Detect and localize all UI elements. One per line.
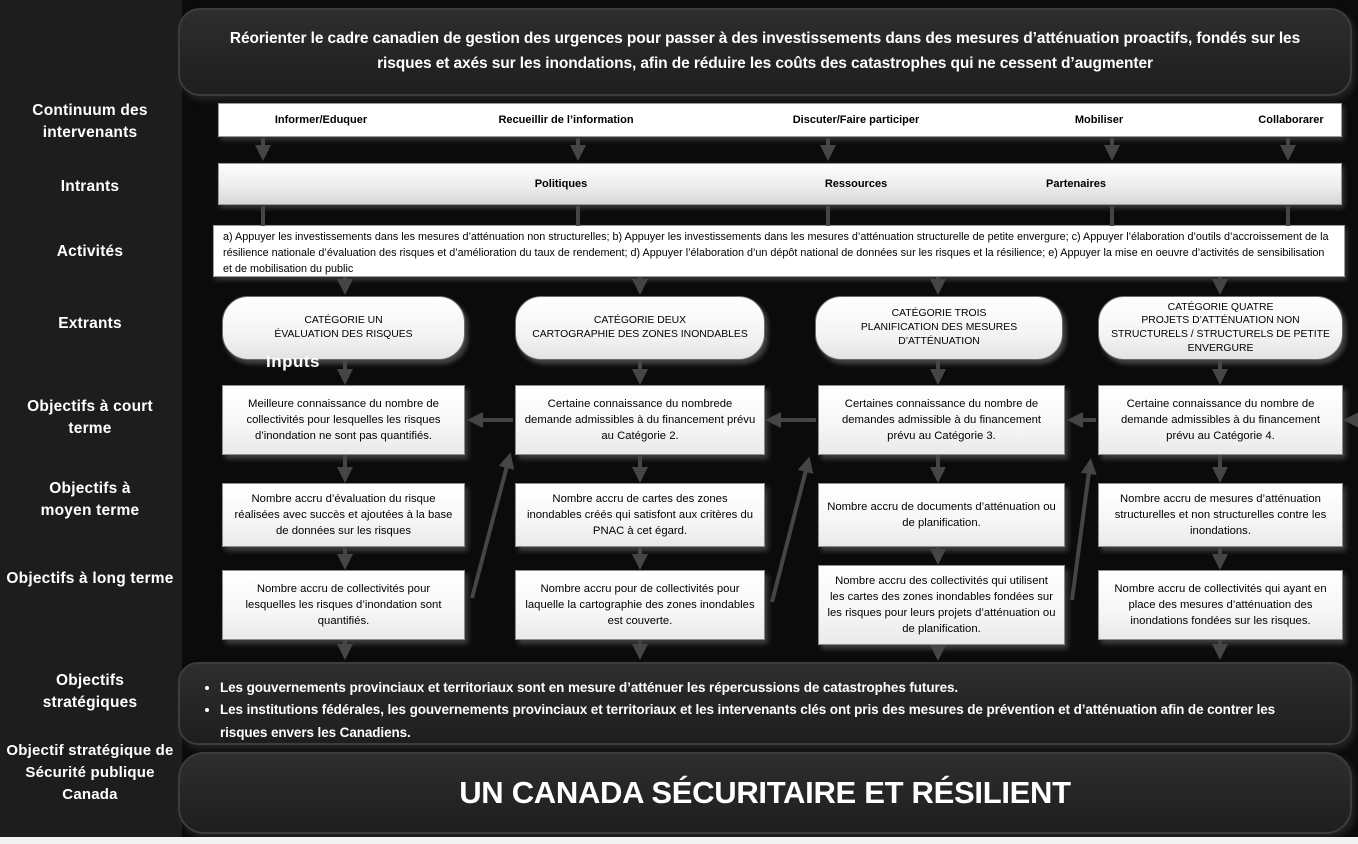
row-label-rail — [0, 0, 182, 838]
category-1-subtitle: ÉVALUATION DES RISQUES — [274, 329, 413, 340]
short-term-objective-1: Meilleure connaissance du nombre de collectivités pour lesquelles les risques d’inondation ne sont pas quantifiés. — [222, 385, 465, 455]
long-term-objective-2: Nombre accru pour de collectivités pour laquelle la cartographie des zones inondables est couverte. — [515, 570, 765, 640]
final-outcome-banner — [178, 752, 1352, 834]
rail-label-activites: Activités — [56, 243, 124, 260]
rail-label-extrants: Extrants — [58, 315, 122, 332]
arrow-diagonal-icon — [1072, 472, 1089, 600]
category-4-subtitle: PROJETS D’ATTÉNUATION NON STRUCTURELS / STRUCTURELS DE PETITE ENVERGURE — [1111, 315, 1330, 354]
rail-label-long-terme: Objectifs à long terme — [6, 570, 174, 587]
final-outcome-text: UN CANADA SÉCURITAIRE ET RÉSILIENT — [459, 775, 1071, 810]
category-1-title: CATÉGORIE UN — [304, 315, 383, 327]
category-3-pill — [815, 296, 1063, 360]
intrants-item-politiques: Politiques — [534, 178, 588, 190]
intrants-bar — [218, 163, 1342, 205]
arrow-diagonal-icon — [772, 470, 806, 602]
short-term-objective-2: Certaine connaissance du nombrede demande admissibles à du financement prévu au Catégorie 2. — [515, 385, 765, 455]
strategic-objective-item: • Les gouvernements provinciaux et territoriaux sont en mesure d’atténuer les répercussions de catastrophes futures. — [220, 677, 1320, 699]
strategic-objectives-banner — [178, 662, 1352, 745]
rail-label-moyen-terme: Objectifs à moyen terme — [40, 480, 140, 520]
medium-term-objective-2: Nombre accru de cartes des zones inondables créés qui satisfont aux critères du PNAC à cet égard. — [515, 483, 765, 547]
continuum-item-informer: Informer/Eduquer — [274, 114, 368, 126]
vision-banner — [178, 8, 1352, 96]
rail-label-intrants: Intrants — [60, 178, 120, 195]
short-term-objective-3: Certaines connaissance du nombre de demandes admissible à du financement prévu au Catégorie 3. — [818, 385, 1065, 455]
rail-label-securite-publique: Objectif stratégique de Sécurité publique Canada — [6, 742, 174, 803]
medium-term-objective-1: Nombre accru d’évaluation du risque réalisées avec succès et ajoutées à la base de données sur les risques — [222, 483, 465, 547]
medium-term-objective-4: Nombre accru de mesures d’atténuation structurelles et non structurelles contre les inondations. — [1098, 483, 1343, 547]
category-4-pill — [1098, 296, 1343, 360]
rail-label-strategiques: Objectifs stratégiques — [42, 672, 138, 712]
short-term-objective-4: Certaine connaissance du nombre de demande admissibles à du financement prévu au Catégorie 4. — [1098, 385, 1343, 455]
rail-label-continuum: Continuum des intervenants — [32, 102, 148, 142]
category-2-title: CATÉGORIE DEUX — [593, 315, 687, 327]
vision-banner-text: Réorienter le cadre canadien de gestion des urgences pour passer à des investissements dans des mesures d’atténuation proactifs, fondés sur les risques et axés sur les inondations, afin de réduire les coûts des catastrophes qui ne cessent d’augmenter — [229, 30, 1301, 72]
continuum-item-collaborer: Collaborarer — [1258, 114, 1324, 126]
intrants-item-ressources: Ressources — [824, 178, 888, 190]
category-3-title: CATÉGORIE TROIS — [891, 308, 987, 320]
category-3-subtitle: PLANIFICATION DES MESURES D’ATTÉNUATION — [860, 322, 1018, 347]
strategic-objective-item: • Les institutions fédérales, les gouvernements provinciaux et territoriaux et les intervenants clés ont pris des mesures de prévention et d’atténuation afin de contrer les risques envers les Canadiens. — [220, 699, 1320, 744]
category-4-title: CATÉGORIE QUATRE — [1167, 301, 1274, 313]
continuum-bar — [218, 103, 1342, 137]
medium-term-objective-3: Nombre accru de documents d’atténuation ou de planification. — [818, 483, 1065, 547]
category-2-pill — [515, 296, 765, 360]
category-1-pill — [222, 296, 465, 360]
rail-label-court-terme: Objectifs à court terme — [27, 398, 153, 438]
continuum-item-recueillir: Recueillir de l’information — [498, 114, 634, 126]
page-bottom-edge — [0, 837, 1358, 844]
arrow-diagonal-icon — [472, 466, 507, 598]
intrants-item-partenaires: Partenaires — [1046, 178, 1106, 190]
continuum-item-mobiliser: Mobiliser — [1074, 114, 1124, 126]
long-term-objective-4: Nombre accru de collectivités qui ayant en place des mesures d’atténuation des inondations fondées sur les risques. — [1098, 570, 1343, 640]
category-2-subtitle: CARTOGRAPHIE DES ZONES INONDABLES — [532, 329, 748, 340]
long-term-objective-3: Nombre accru des collectivités qui utilisent les cartes des zones inondables fondées sur les risques pour leurs projets d’atténuation ou de planification. — [818, 565, 1065, 645]
strategic-objectives-list — [202, 677, 1350, 744]
activities-box: a) Appuyer les investissements dans les mesures d’atténuation non structurelles; b) Appuyer les investissements dans les mesures d’atténuation structurelle de petite envergure; c) Appuyer l’élaboration d’outils d’accroissement de la résilience nationale d’évaluation des risques et d’amélioration du taux de rendement; d) Appuyer l’élaboration d’un dépôt national de données sur les risques et la résilience; e) Appuyer la mise en oeuvre d’activités de sensibilisation et de mobilisation du public — [213, 225, 1345, 277]
inputs-label: Inputs — [266, 352, 320, 371]
long-term-objective-1: Nombre accru de collectivités pour lesquelles les risques d’inondation sont quantifiés. — [222, 570, 465, 640]
continuum-item-discuter: Discuter/Faire participer — [792, 114, 920, 126]
